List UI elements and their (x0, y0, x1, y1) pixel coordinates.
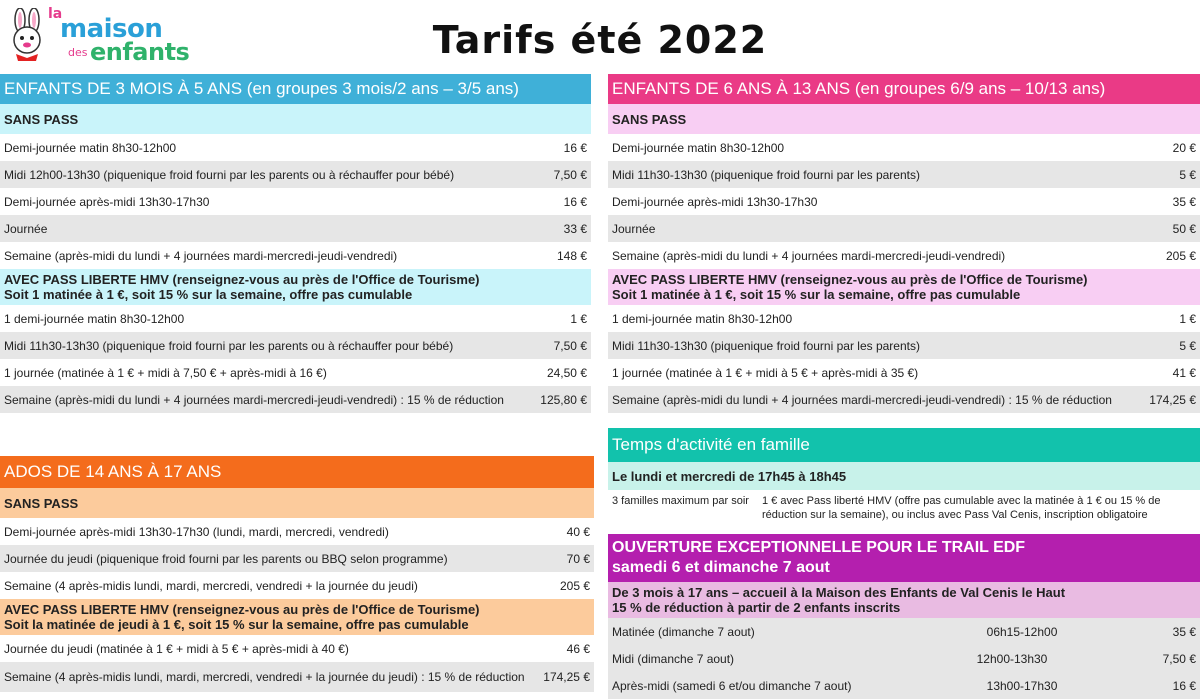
table-row (0, 242, 591, 269)
row-price: 125,80 € (540, 392, 587, 407)
row-label: Midi 11h30-13h30 (piquenique froid fourni par les parents) (612, 338, 920, 353)
table-row (0, 359, 591, 386)
sans-pass-header: SANS PASS (0, 104, 591, 134)
row-label: Semaine (après-midi du lundi + 4 journées mardi-mercredi-jeudi-vendredi) : 15 % de réduction (4, 392, 504, 407)
row-price: 16 € (563, 140, 587, 155)
table-row (0, 572, 594, 599)
avec-pass-line-2: Soit 1 matinée à 1 €, soit 15 % sur la semaine, offre pas cumulable (4, 287, 413, 302)
row-label: 1 journée (matinée à 1 € + midi à 5 € + après-midi à 35 €) (612, 365, 919, 380)
sans-pass-header: SANS PASS (0, 488, 594, 518)
table-row (608, 618, 1200, 645)
trail-sub-line-1: De 3 mois à 17 ans – accueil à la Maison des Enfants de Val Cenis le Haut (612, 585, 1066, 600)
table-row (608, 188, 1200, 215)
row-label: Midi 11h30-13h30 (piquenique froid fourni par les parents ou à réchauffer pour bébé) (4, 338, 454, 353)
avec-pass-line-2: Soit la matinée de jeudi à 1 €, soit 15 % sur la semaine, offre pas cumulable (4, 617, 469, 632)
table-row (608, 672, 1200, 699)
famille-row (608, 490, 1200, 530)
row-label: Semaine (4 après-midis lundi, mardi, mercredi, vendredi + la journée du jeudi) (4, 578, 418, 593)
row-label: Semaine (après-midi du lundi + 4 journées mardi-mercredi-jeudi-vendredi) (4, 248, 398, 263)
row-price: 16 € (1172, 678, 1196, 693)
table-row (0, 662, 594, 692)
section-header: ENFANTS DE 3 MOIS À 5 ANS (en groupes 3 mois/2 ans – 3/5 ans) (0, 74, 591, 104)
trail-header-line-1: OUVERTURE EXCEPTIONNELLE POUR LE TRAIL EDF (612, 539, 1026, 556)
table-row (608, 359, 1200, 386)
row-label: 1 demi-journée matin 8h30-12h00 (4, 311, 185, 326)
row-price: 46 € (566, 641, 590, 656)
logo-maison: maison (60, 14, 163, 44)
famille-schedule: Le lundi et mercredi de 17h45 à 18h45 (608, 462, 1200, 490)
table-row (608, 161, 1200, 188)
section-juniors (608, 74, 1200, 413)
sans-pass-header: SANS PASS (608, 104, 1200, 134)
row-label: Semaine (après-midi du lundi + 4 journées mardi-mercredi-jeudi-vendredi) : 15 % de réduction (612, 392, 1112, 407)
row-label: Journée (4, 221, 48, 236)
table-row (0, 215, 591, 242)
row-price: 205 € (559, 578, 590, 593)
page-title: Tarifs été 2022 (432, 18, 768, 62)
row-price: 7,50 € (553, 338, 587, 353)
row-price: 5 € (1179, 167, 1196, 182)
row-price: 7,50 € (1162, 651, 1196, 666)
row-label: Demi-journée matin 8h30-12h00 (612, 140, 785, 155)
table-row (608, 215, 1200, 242)
row-price: 1 € (1179, 311, 1196, 326)
row-price: 205 € (1165, 248, 1196, 263)
trail-sub-line-2: 15 % de réduction à partir de 2 enfants inscrits (612, 600, 901, 615)
trail-header-line-2: samedi 6 et dimanche 7 aout (612, 559, 830, 576)
row-label: Semaine (après-midi du lundi + 4 journées mardi-mercredi-jeudi-vendredi) (612, 248, 1006, 263)
famille-capacity: 3 familles maximum par soir (612, 495, 749, 507)
row-label: Journée du jeudi (matinée à 1 € + midi à 5 € + après-midi à 40 €) (4, 641, 349, 656)
row-price: 174,25 € (1149, 392, 1196, 407)
row-price: 35 € (1172, 194, 1196, 209)
row-time: 12h00-13h30 (976, 651, 1048, 666)
row-label: Midi 12h00-13h30 (piquenique froid fourni par les parents ou à réchauffer pour bébé) (4, 167, 455, 182)
table-row (0, 188, 591, 215)
section-trail (608, 534, 1200, 699)
table-row (0, 161, 591, 188)
row-label: Journée du jeudi (piquenique froid fourni par les parents ou BBQ selon programme) (4, 551, 448, 566)
row-price: 50 € (1172, 221, 1196, 236)
avec-pass-line-1: AVEC PASS LIBERTE HMV (renseignez-vous au près de l'Office de Tourisme) (4, 272, 480, 287)
table-row (608, 332, 1200, 359)
avec-pass-header (608, 269, 1200, 305)
section-header: Temps d'activité en famille (608, 428, 1200, 462)
row-label: Midi 11h30-13h30 (piquenique froid fourni par les parents) (612, 167, 920, 182)
row-price: 40 € (566, 524, 590, 539)
row-time: 13h00-17h30 (986, 678, 1058, 693)
table-row (0, 635, 594, 662)
row-price: 7,50 € (553, 167, 587, 182)
section-header: ADOS DE 14 ANS À 17 ANS (0, 456, 594, 488)
avec-pass-line-1: AVEC PASS LIBERTE HMV (renseignez-vous au près de l'Office de Tourisme) (4, 602, 480, 617)
logo-des: des (68, 46, 88, 59)
table-row (608, 645, 1200, 672)
section-famille (608, 428, 1200, 530)
row-label: Journée (612, 221, 656, 236)
row-price: 174,25 € (543, 670, 590, 684)
table-row (0, 305, 591, 332)
table-row (608, 386, 1200, 413)
section-kids (0, 74, 591, 413)
section-ados (0, 456, 594, 692)
table-row (0, 332, 591, 359)
row-label: Demi-journée matin 8h30-12h00 (4, 140, 177, 155)
section-header: ENFANTS DE 6 ANS À 13 ANS (en groupes 6/9 ans – 10/13 ans) (608, 74, 1200, 104)
row-price: 16 € (563, 194, 587, 209)
trail-sub (608, 582, 1200, 618)
row-label: Midi (dimanche 7 aout) (612, 651, 735, 666)
row-price: 5 € (1179, 338, 1196, 353)
row-label: 1 journée (matinée à 1 € + midi à 7,50 € + après-midi à 16 €) (4, 365, 327, 380)
logo-la: la (48, 6, 63, 22)
row-price: 1 € (570, 311, 587, 326)
table-row (0, 386, 591, 413)
row-label: Demi-journée après-midi 13h30-17h30 (612, 194, 818, 209)
row-label: Après-midi (samedi 6 et/ou dimanche 7 aout) (612, 678, 852, 693)
row-price: 148 € (556, 248, 587, 263)
avec-pass-line-1: AVEC PASS LIBERTE HMV (renseignez-vous au près de l'Office de Tourisme) (612, 272, 1088, 287)
table-row (0, 545, 594, 572)
table-row (0, 134, 591, 161)
table-row (0, 518, 594, 545)
row-price: 20 € (1172, 140, 1196, 155)
avec-pass-line-2: Soit 1 matinée à 1 €, soit 15 % sur la semaine, offre pas cumulable (612, 287, 1021, 302)
row-price: 35 € (1172, 624, 1196, 639)
table-row (608, 134, 1200, 161)
row-label: 1 demi-journée matin 8h30-12h00 (612, 311, 793, 326)
section-header (608, 534, 1200, 582)
logo-enfants: enfants (90, 38, 190, 66)
row-price: 41 € (1172, 365, 1196, 380)
row-label: Demi-journée après-midi 13h30-17h30 (4, 194, 210, 209)
row-label: Demi-journée après-midi 13h30-17h30 (lundi, mardi, mercredi, vendredi) (4, 524, 389, 539)
avec-pass-header (0, 269, 591, 305)
row-time: 06h15-12h00 (986, 624, 1058, 639)
row-label: Matinée (dimanche 7 aout) (612, 624, 755, 639)
table-row (608, 305, 1200, 332)
table-row (608, 242, 1200, 269)
row-label: Semaine (4 après-midis lundi, mardi, mercredi, vendredi + la journée du jeudi) : 15 % de réduction (4, 669, 525, 684)
avec-pass-header (0, 599, 594, 635)
row-price: 70 € (566, 551, 590, 566)
row-price: 24,50 € (546, 365, 587, 380)
famille-price-note: 1 € avec Pass liberté HMV (offre pas cumulable avec la matinée à 1 € ou 15 % de réduction sur la semaine), ou inclus avec Pass Val Cenis, inscription obligatoire (762, 495, 1161, 521)
row-price: 33 € (563, 221, 587, 236)
